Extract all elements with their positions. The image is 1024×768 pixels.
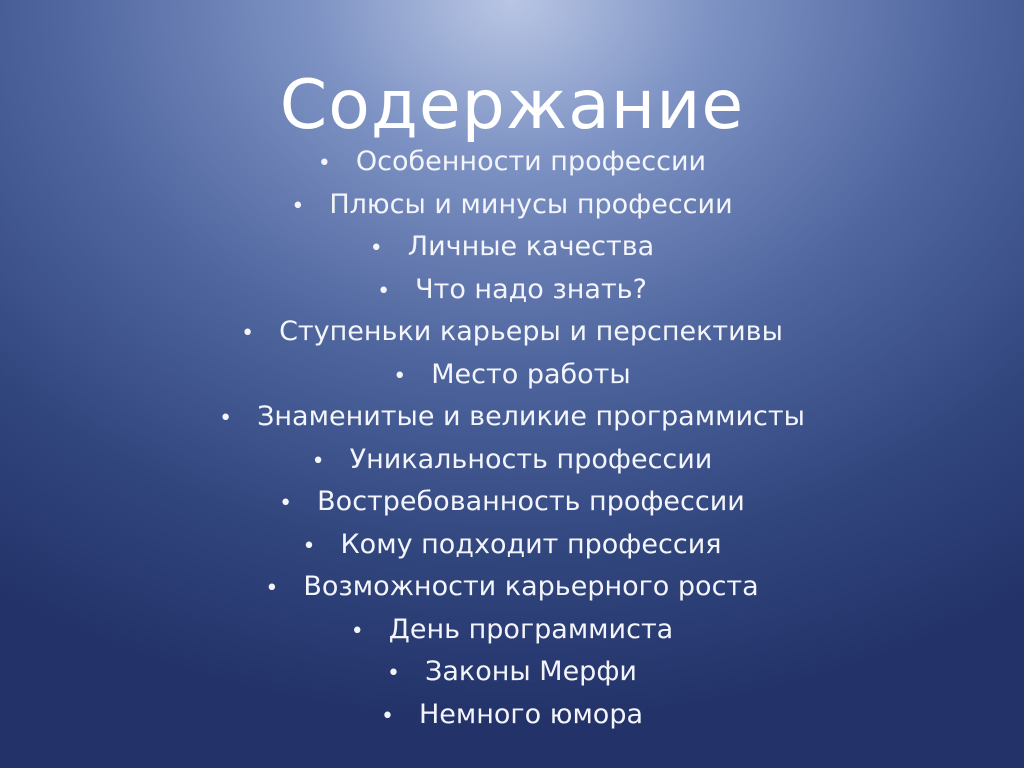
list-item-label: Немного юмора — [418, 698, 644, 730]
bullet-icon: • — [291, 193, 305, 219]
bullet-icon: • — [377, 278, 391, 304]
list-item — [0, 269, 1024, 312]
bullet-icon: • — [241, 321, 255, 346]
bullet-icon: • — [302, 533, 316, 559]
bullet-icon: • — [350, 618, 364, 644]
bullet-icon: • — [387, 661, 401, 686]
list-item — [0, 609, 1024, 652]
table-of-contents-list — [0, 141, 1024, 736]
list-item — [0, 226, 1024, 269]
list-item-label: Что надо знать? — [415, 273, 647, 305]
bullet-icon: • — [380, 703, 394, 729]
list-item — [0, 184, 1024, 227]
list-item — [0, 396, 1024, 439]
list-item-label: Возможности карьерного роста — [303, 571, 759, 602]
bullet-icon: • — [311, 448, 325, 474]
list-item-label: Уникальность профессии — [349, 443, 713, 475]
list-item-label: Плюсы и минусы профессии — [329, 188, 733, 220]
list-item-label: Особенности профессии — [355, 146, 707, 177]
list-item — [0, 439, 1024, 482]
list-item-label: Место работы — [431, 358, 631, 390]
bullet-icon: • — [265, 576, 279, 601]
list-item — [0, 481, 1024, 524]
list-item-label: Знаменитые и великие программисты — [257, 401, 805, 432]
list-item-label: День программиста — [388, 613, 674, 645]
list-item-label: Востребованность профессии — [317, 486, 745, 517]
list-item — [0, 566, 1024, 609]
slide-title: Содержание — [279, 65, 745, 145]
list-item-label: Личные качества — [407, 231, 655, 262]
list-item — [0, 354, 1024, 397]
list-item-label: Кому подходит профессия — [340, 528, 722, 560]
bullet-icon: • — [219, 406, 233, 431]
list-item-label: Ступеньки карьеры и перспективы — [279, 316, 783, 347]
list-item — [0, 311, 1024, 354]
bullet-icon: • — [393, 363, 407, 389]
list-item — [0, 694, 1024, 737]
bullet-icon: • — [369, 236, 383, 261]
list-item — [0, 524, 1024, 567]
bullet-icon: • — [279, 491, 293, 516]
list-item — [0, 141, 1024, 184]
list-item — [0, 651, 1024, 694]
bullet-icon: • — [317, 151, 331, 176]
list-item-label: Законы Мерфи — [425, 656, 637, 687]
